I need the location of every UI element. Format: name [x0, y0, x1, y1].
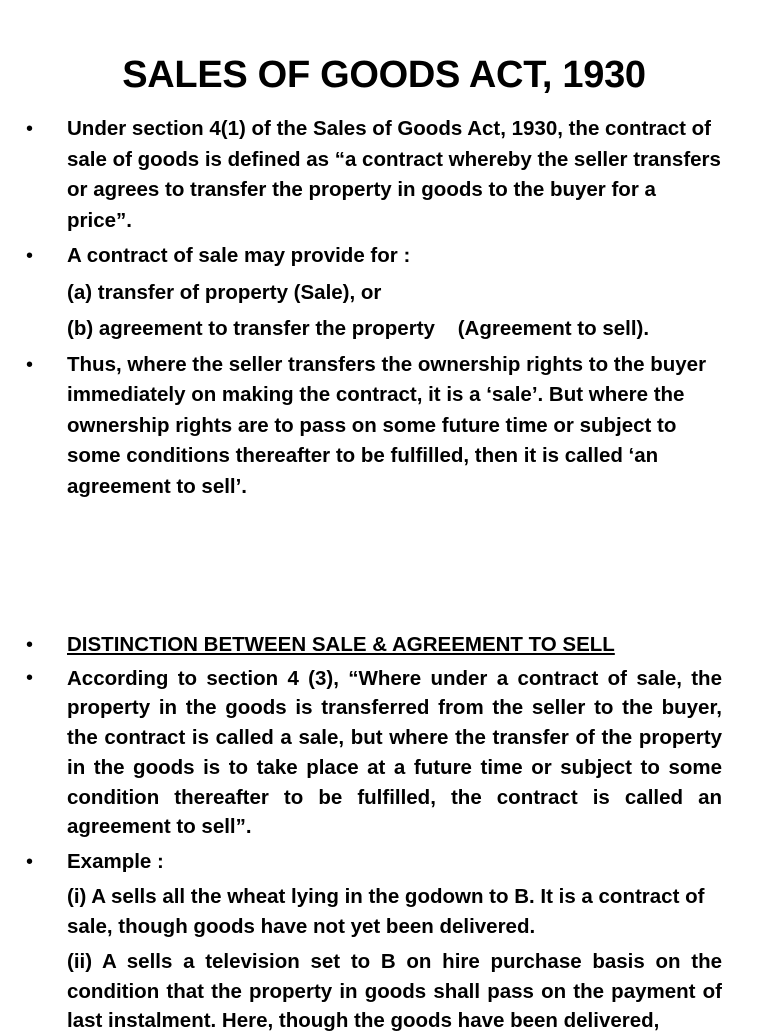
provision-b: (b) agreement to transfer the property (Agreement to sell). — [67, 317, 650, 340]
provision-a: (a) transfer of property (Sale), or — [67, 280, 382, 304]
example-i: (i) A sells all the wheat lying in the godown to B. It is a contract of sale, though goods have not yet been delivered. — [67, 884, 705, 939]
example-ii: (ii) A sells a television set to B on hire purchase basis on the condition that the property in goods shall pass on the payment of last instalment. Here, though the goods have been delivered, — [67, 949, 722, 1033]
bullet-contract-provisions: • A contract of sale may provide for : — [26, 241, 722, 272]
bullet-example-label: • Example : — [26, 847, 722, 878]
bullet-definition: • Under section 4(1) of the Sales of Goods Act, 1930, the contract of sale of goods is defined as “a contract whereby the seller transfers or agrees to transfer the property in goods to the buyer for a price”. — [26, 114, 722, 236]
bullet-section-4-3: • According to section 4 (3), “Where under a contract of sale, the property in the goods is transferred from the seller to the buyer, the contract is called a sale, but where the transfer of the property in the goods is to take place at a future time or subject to some condition thereafter to be fulfilled, the contract is called an agreement to sell”. — [26, 664, 722, 843]
bullet-explanation: • Thus, where the seller transfers the ownership rights to the buyer immediately on making the contract, it is a ‘sale’. But where the ownership rights are to pass on some future time or subject to some conditions thereafter to be fulfilled, then it is called ‘an agreement to sell’. — [26, 350, 722, 503]
page-title: SALES OF GOODS ACT, 1930 — [122, 54, 646, 96]
distinction-section — [26, 630, 722, 1036]
section-heading: • DISTINCTION BETWEEN SALE & AGREEMENT TO SELL — [26, 630, 722, 661]
definition-section — [26, 114, 722, 502]
